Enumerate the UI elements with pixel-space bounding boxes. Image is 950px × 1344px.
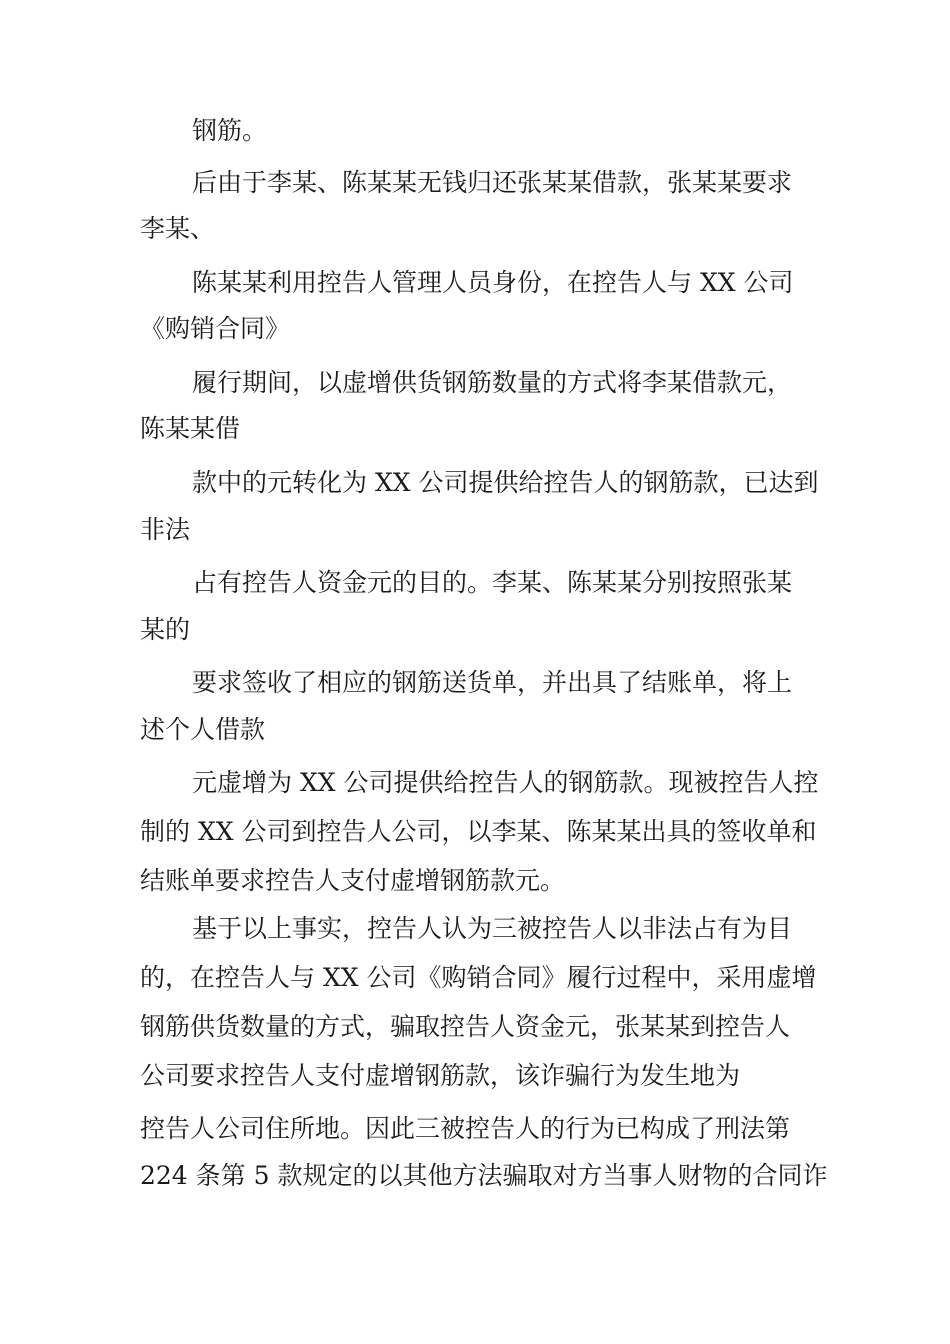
- text-line: 制的 XX 公司到控告人公司，以李某、陈某某出具的签收单和: [140, 817, 817, 846]
- text-line: 元虚增为 XX 公司提供给控告人的钢筋款。现被控告人控: [192, 768, 819, 797]
- text-line: 基于以上事实，控告人认为三被控告人以非法占有为目: [192, 914, 793, 943]
- text-line: 钢筋。: [192, 116, 268, 145]
- text-line: 占有控告人资金元的目的。李某、陈某某分别按照张某: [192, 568, 793, 597]
- text-line: 224 条第 5 款规定的以其他方法骗取对方当事人财物的合同诈: [140, 1161, 828, 1190]
- text-line: 非法: [140, 515, 191, 544]
- text-line: 公司要求控告人支付虚增钢筋款，该诈骗行为发生地为: [140, 1061, 741, 1090]
- text-line: 履行期间，以虚增供货钢筋数量的方式将李某借款元，: [192, 368, 793, 397]
- text-line: 某的: [140, 615, 191, 644]
- text-line: 的，在控告人与 XX 公司《购销合同》履行过程中，采用虚增: [140, 963, 817, 992]
- text-line: 述个人借款: [140, 715, 266, 744]
- text-line: 结账单要求控告人支付虚增钢筋款元。: [140, 866, 566, 895]
- text-line: 要求签收了相应的钢筋送货单，并出具了结账单，将上: [192, 668, 793, 697]
- text-line: 陈某某利用控告人管理人员身份，在控告人与 XX 公司: [192, 268, 794, 297]
- text-line: 《购销合同》: [140, 314, 291, 343]
- text-line: 陈某某借: [140, 414, 241, 443]
- text-line: 后由于李某、陈某某无钱归还张某某借款，张某某要求: [192, 168, 793, 197]
- text-line: 钢筋供货数量的方式，骗取控告人资金元，张某某到控告人: [140, 1012, 791, 1041]
- text-line: 款中的元转化为 XX 公司提供给控告人的钢筋款，已达到: [192, 468, 819, 497]
- text-line: 控告人公司住所地。因此三被控告人的行为已构成了刑法第: [140, 1114, 791, 1143]
- text-line: 李某、: [140, 214, 216, 243]
